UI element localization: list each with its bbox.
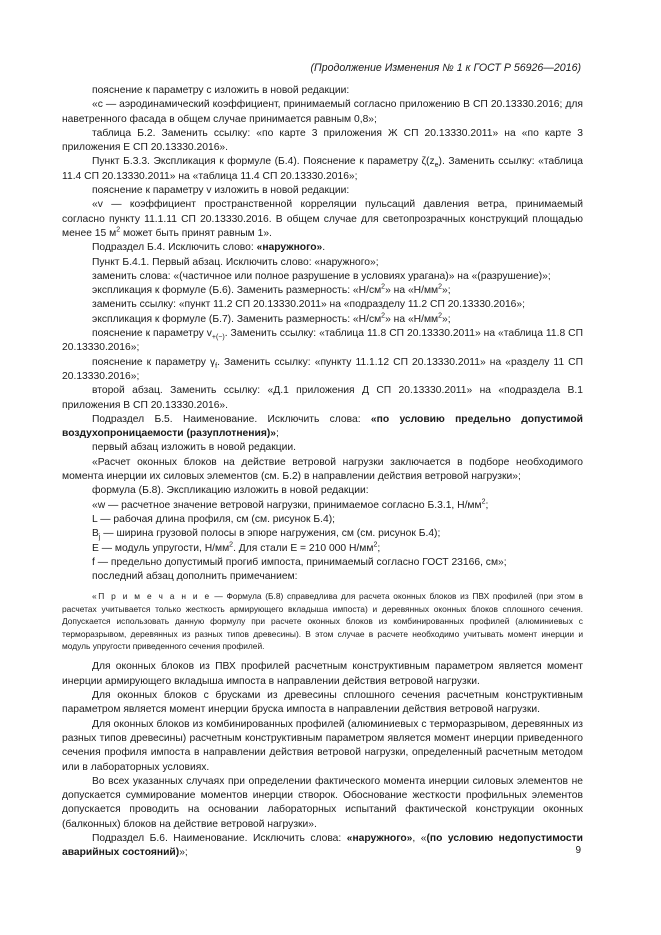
superscript: 2: [381, 312, 386, 320]
paragraph: [62, 313, 583, 327]
note-label: «П р и м е ч а н и е: [92, 591, 211, 602]
page-header: (Продолжение Изменения № 1 к ГОСТ Р 56926—2016): [310, 62, 581, 74]
superscript: 2: [116, 226, 121, 234]
text-run: » на «Н/мм: [385, 285, 439, 297]
paragraph: пояснение к параметру c изложить в новой редакции:: [92, 85, 350, 96]
text-run: ). Заменить ссылку: «таблица 11.4 СП 20.13330.2011» на «таблица 11.4 СП 20.13330.2016»;: [62, 156, 583, 182]
text-run: «w — расчетное значение ветровой нагрузки, принимаемое согласно Б.3.1, Н/мм: [92, 499, 482, 511]
paragraph: Пункт Б.4.1. Первый абзац. Исключить слово: «наружного»;: [92, 256, 379, 268]
bold-text: «наружного»: [256, 242, 323, 254]
text-run: может быть принят равным 1».: [120, 227, 272, 239]
note: [62, 590, 583, 652]
paragraph: L — рабочая длина профиля, см (см. рисунок Б.4);: [92, 513, 335, 525]
text-run: экспликация к формуле (Б.6). Заменить размерность: «Н/см: [92, 285, 382, 297]
paragraph: [62, 413, 583, 442]
text-run: E — модуль упругости, Н/мм: [92, 542, 230, 554]
paragraph: заменить слова: «(частичное или полное разрушение в условиях урагана)» на «(разрушение)»;: [92, 270, 551, 282]
note-text: — Формула (Б.8) справедлива для расчета оконных блоков из ПВХ профилей (при этом в расчетах учитывается только жесткость армирующего вкладыша импоста) и деревянных оконных блоков сплошного сечения. Допускается использовать данную формулу при расчете оконных блоков из комбинированных профилей (алюминиевых с терморазрывом, деревянных из разных типов древесины). В этом случае в расчете необходимо учитывать момент инерции и модуль упругости приведенного сечения профилей.: [62, 591, 583, 652]
text-run: »;: [442, 285, 451, 297]
paragraph: заменить ссылку: «пункт 11.2 СП 20.13330.2011» на «подразделу 11.2 СП 20.13330.2016»;: [92, 299, 526, 311]
paragraph: [62, 356, 583, 385]
text-run: ;: [275, 428, 279, 440]
paragraph: [62, 198, 583, 241]
paragraph: Для оконных блоков из ПВХ профилей расчетным конструктивным параметром является момент инерции армирующего вкладыша импоста в направлении действия ветровой нагрузки.: [62, 661, 583, 687]
paragraph: [62, 499, 583, 513]
paragraph: [62, 155, 583, 184]
bold-text: «по условию предельно допустимой воздухопроницаемости (разуплотнения)»: [62, 413, 583, 440]
text-run: . Заменить ссылку: «пункту 11.1.12 СП 20.13330.2011» на «разделу 11 СП 20.13330.2016»;: [62, 356, 583, 382]
paragraph: Для оконных блоков из комбинированных профилей (алюминиевых с терморазрывом, деревянных из разных типов древесины) расчетным конструктивным параметром является момент инерции приведенного сечения профиля импоста в направлении действия ветровой нагрузки, определенный расчетным методом или в лабораторных условиях.: [62, 718, 583, 773]
text-run: Подраздел Б.5. Наименование. Исключить слова:: [92, 413, 371, 425]
bold-text: (по условию недопустимости аварийных состояний): [62, 832, 583, 859]
paragraph: [62, 542, 583, 556]
paragraph: «Расчет оконных блоков на действие ветровой нагрузки заключается в подборе необходимого момента инерции их силовых элементов (см. Б.2) в направлении действия ветровой нагрузки»;: [62, 456, 583, 483]
paragraph: [62, 284, 583, 298]
text-run: ;: [377, 542, 381, 554]
subscript: +(−): [211, 334, 225, 342]
text-run: »;: [442, 313, 451, 325]
text-run: . Заменить ссылку: «таблица 11.8 СП 20.13330.2011» на «таблица 11.8 СП 20.13330.2016»;: [62, 328, 583, 354]
paragraph: последний абзац дополнить примечанием:: [92, 571, 298, 583]
paragraph: [62, 241, 583, 255]
text-run: ;: [485, 499, 489, 511]
text-run: «v — коэффициент пространственной корреляции пульсаций давления ветра, принимаемый согласно пункту 11.1.11 СП 20.13330.2016. В общем случае для светопрозрачных конструкций площадью менее 15 м: [62, 199, 583, 239]
paragraph: первый абзац изложить в новой редакции.: [92, 442, 296, 454]
superscript: 2: [381, 283, 386, 291]
paragraph: второй абзац. Заменить ссылку: «Д.1 приложения Д СП 20.13330.2011» на «подраздела В.1 приложения В СП 20.13330.2016».: [62, 385, 583, 411]
bold-text: «наружного»: [346, 832, 413, 844]
paragraph: f — предельно допустимый прогиб импоста, принимаемый согласно ГОСТ 23166, см»;: [92, 556, 507, 568]
text-run: » на «Н/мм: [385, 313, 439, 325]
text-run: , «: [412, 832, 427, 844]
superscript: 2: [438, 312, 443, 320]
paragraph: таблица Б.2. Заменить ссылку: «по карте 3 приложения Ж СП 20.13330.2011» на «по карте 3 приложения Е СП 20.13330.2016».: [62, 127, 583, 154]
document-body: [62, 84, 583, 861]
text-run: Подраздел Б.6. Наименование. Исключить слова:: [92, 832, 347, 844]
paragraph: [62, 832, 583, 861]
paragraph: [62, 527, 583, 541]
text-run: B: [92, 528, 99, 540]
text-run: .: [322, 242, 326, 254]
superscript: 2: [438, 283, 443, 291]
paragraph: Для оконных блоков с брусками из древесины сплошного сечения расчетным конструктивным параметром является момент инерции бруска импоста в направлении действия ветровой нагрузки.: [62, 690, 583, 716]
subscript: e: [434, 162, 439, 170]
paragraph: Во всех указанных случаях при определении фактического момента инерции силовых элементов не допускается суммирование моментов инерции створок. Обоснование жесткости профильных элементов допускается проводить на основании лабораторных испытаний фактической конструкции оконных (балконных) блоков на действие ветровой нагрузки».: [62, 775, 583, 830]
superscript: 2: [373, 541, 378, 549]
paragraph: пояснение к параметру v изложить в новой редакции:: [92, 185, 350, 197]
page-number: 9: [575, 845, 581, 856]
text-run: экспликация к формуле (Б.7). Заменить размерность: «Н/см: [92, 313, 382, 325]
text-run: . Для стали E = 210 000 Н/мм: [233, 542, 374, 554]
text-run: — ширина грузовой полосы в эпюре нагружения, см (см. рисунок Б.4);: [100, 528, 441, 540]
text-run: Подраздел Б.4. Исключить слово:: [92, 242, 257, 254]
subscript: f: [215, 362, 218, 370]
superscript: 2: [481, 498, 486, 506]
text-run: пояснение к параметру γ: [92, 356, 216, 368]
subscript: j: [98, 534, 101, 542]
paragraph: «c — аэродинамический коэффициент, принимаемый согласно приложению В СП 20.13330.2016; для наветренного фасада в общем случае принимается равным 0,8»;: [62, 99, 583, 125]
paragraph: формула (Б.8). Экспликацию изложить в новой редакции:: [92, 485, 369, 497]
text-run: Пункт Б.3.3. Экспликация к формуле (Б.4). Пояснение к параметру ζ(z: [92, 156, 435, 168]
text-run: пояснение к параметру v: [92, 328, 212, 340]
paragraph: [62, 327, 583, 356]
text-run: »;: [179, 847, 188, 859]
superscript: 2: [229, 541, 234, 549]
